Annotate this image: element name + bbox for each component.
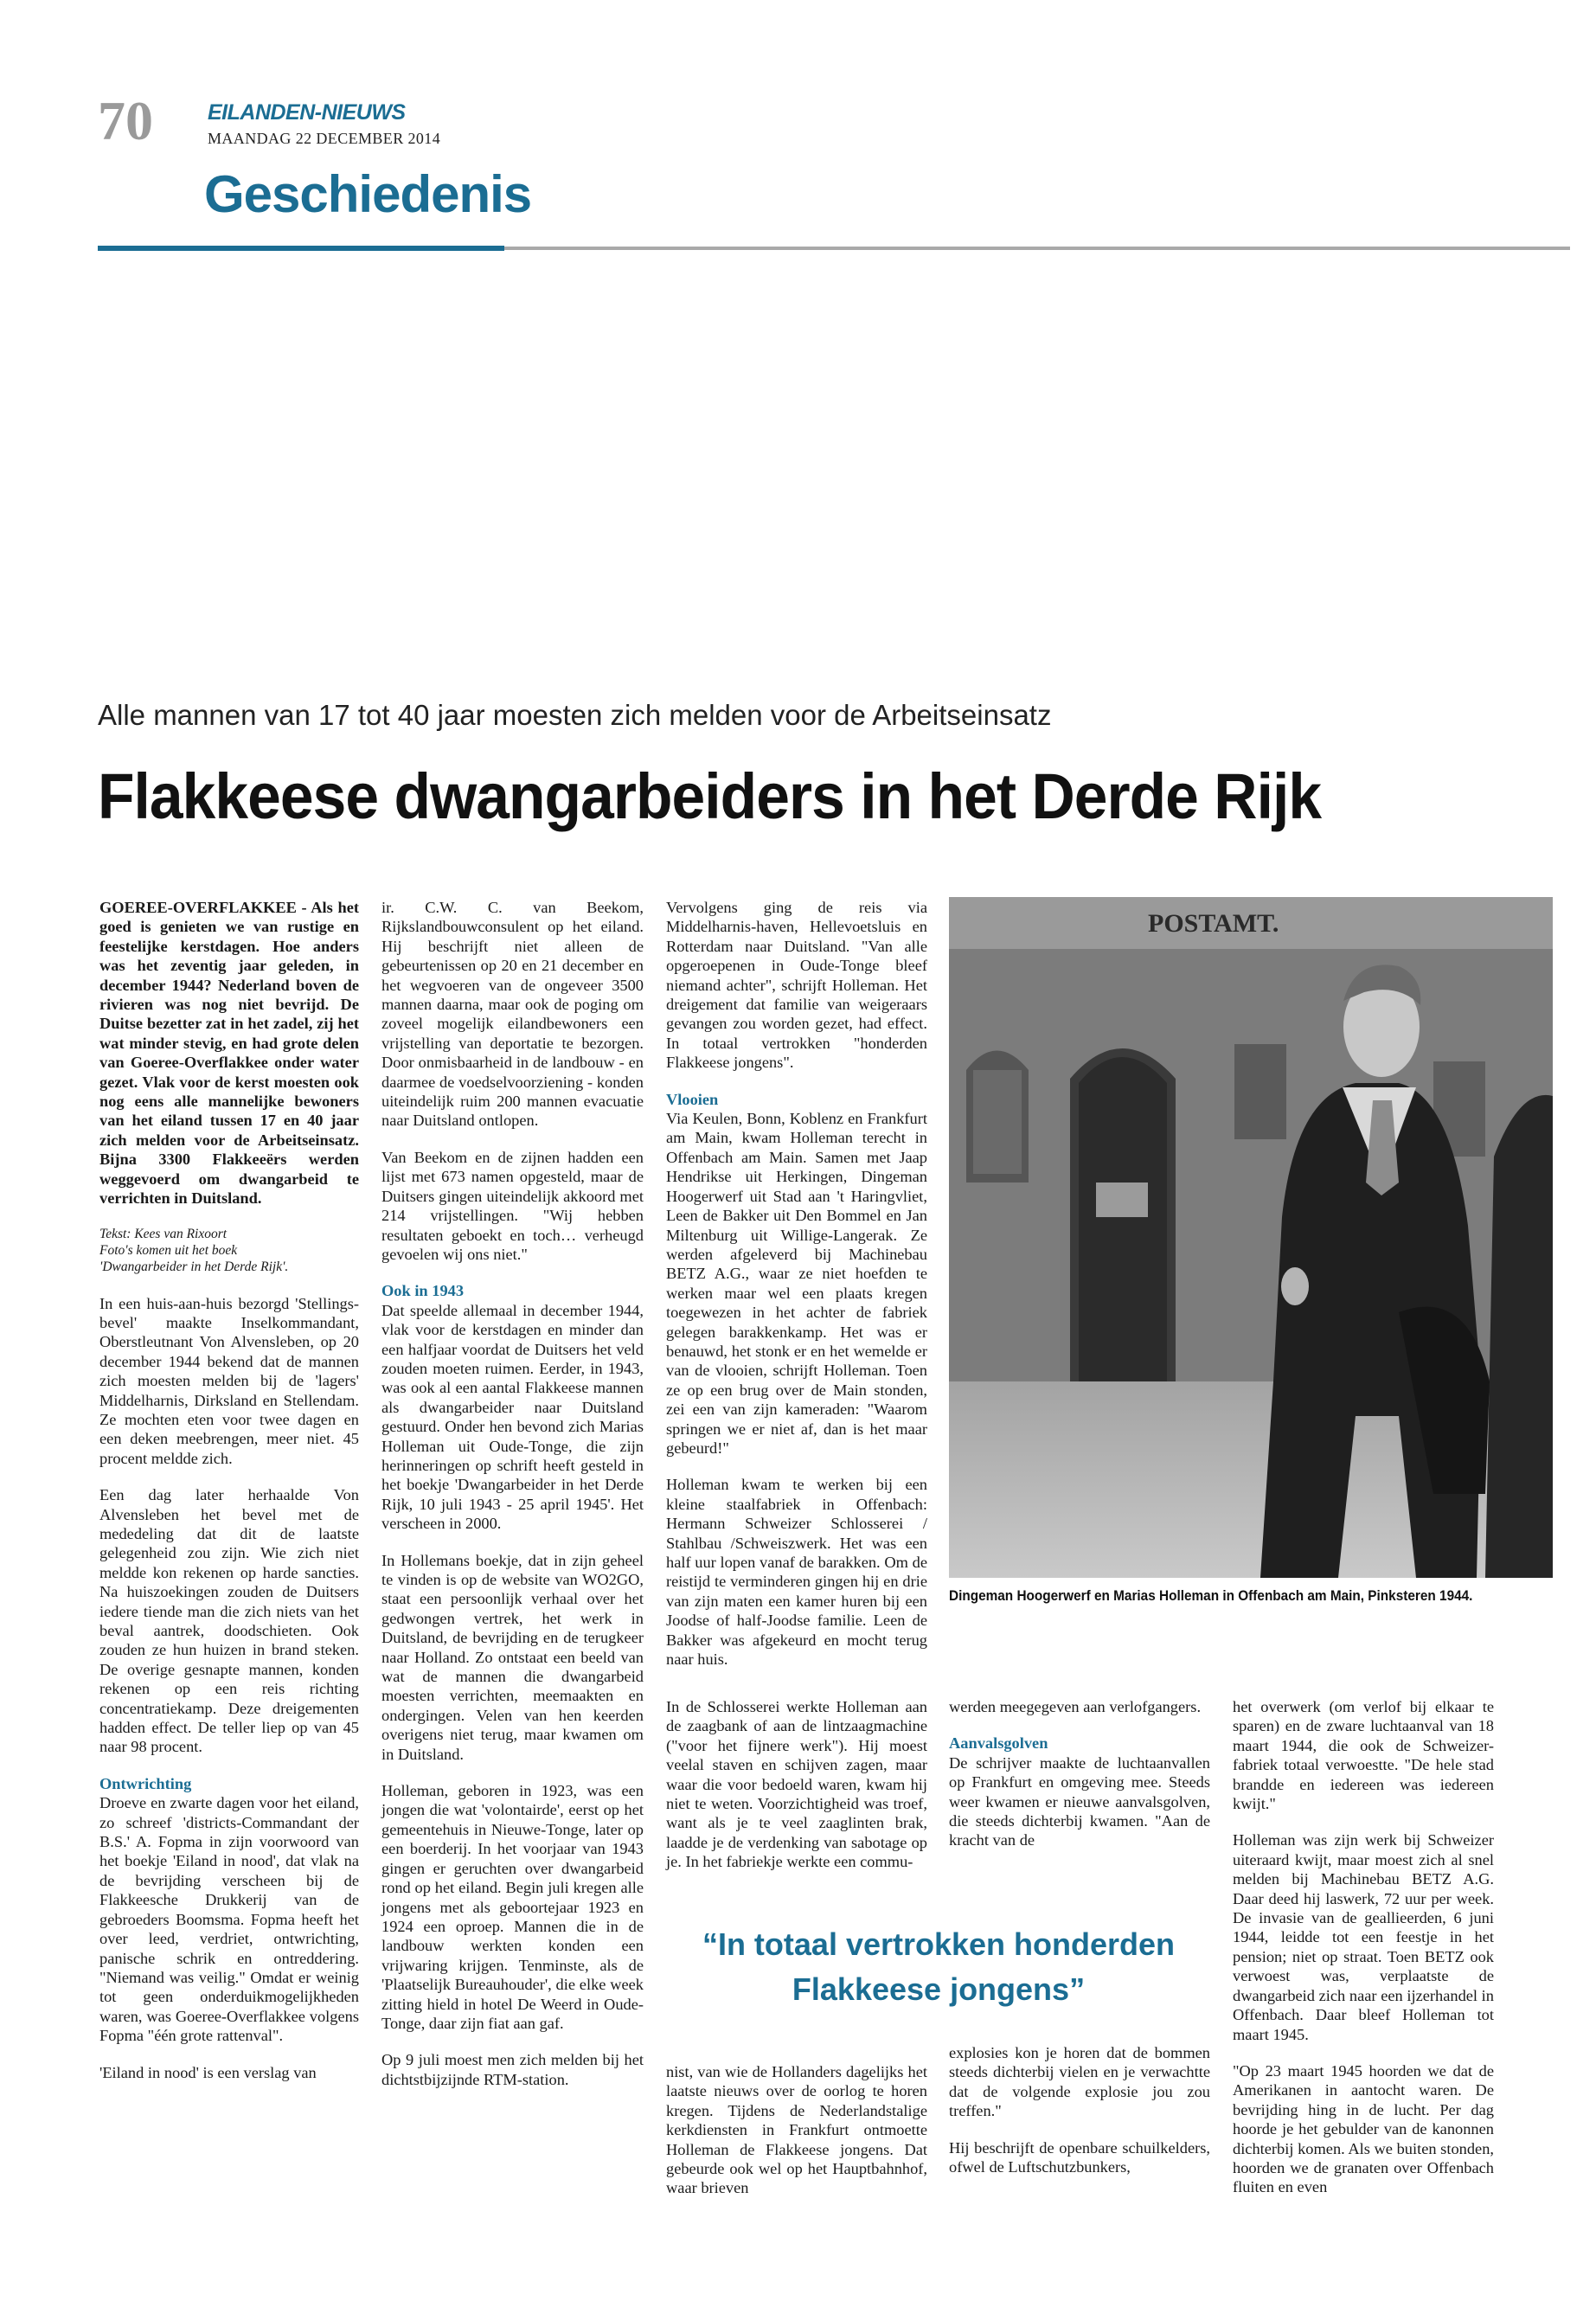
article-headline: Flakkeese dwangarbeiders in het Derde Rijk [98, 760, 1322, 832]
paragraph: Een dag later herhaalde Von Alvensleben het bevel met de mededeling dat dit de laatste gelegenheid zou zijn. Wie zich niet meldde kon rekenen op harde sancties. Na huiszoekingen zouden de Duitsers iedere tiende man die zich niets van het beval aantrek, doodschieten. Ook zouden ze hun huizen in brand steken. De overige gesnapte mannen, konden rekenen op een reis richting concentratiekamp. Deze dreigementen hadden effect. De teller liep op van 45 naar 98 procent. [99, 1486, 359, 1756]
page-number: 70 [98, 90, 153, 151]
issue-date: MAANDAG 22 DECEMBER 2014 [208, 130, 441, 147]
paragraph: Holleman kwam te werken bij een kleine staalfabriek in Offenbach: Hermann Schweizer Schlosserei / Stahlbau /Schweiszwerk. Het was een half uur lopen vanaf de barakken. Om de reistijd te verminderen gingen hij en drie van zijn maten een kamer huren bij een Joodse of half-Joodse familie. Leen de Bakker was afgekeurd en mocht terug naar huis. [666, 1476, 927, 1669]
credit-photos: Foto's komen uit het boek [99, 1242, 238, 1258]
paragraph: 'Eiland in nood' is een verslag van [99, 2063, 317, 2081]
paragraph: Dat speelde allemaal in december 1944, vlak voor de kerstdagen en minder dan een halfjaar voordat de Duitsers het veld zouden moeten ruimen. Eerder, in 1943, was ook al een aantal Flakkeese mannen als dwangarbeider naar Duitsland gestuurd. Onder hen bevond zich Marias Holleman uit Oude-Tonge, die zijn herinneringen op schrift heeft gesteld in het boekje 'Dwangarbeider in het Derde Rijk, 10 juli 1943 - 25 april 1945'. Het verscheen in 2000. [381, 1301, 644, 1533]
subheading-vlooien: Vlooien [666, 1090, 719, 1108]
paragraph: ir. C.W. C. van Beekom, Rijkslandbouwconsulent op het eiland. Hij beschrijft niet alleen de gebeurtenissen op 20 en 21 december en het wegvoeren van de ongeveer 3500 mannen daarna, maar ook de poging om zoveel mogelijk eilandbewoners een vrijstelling van deportatie te bezorgen. Door onmisbaarheid in de landbouw - en daarmee de voedselvoorziening - konden uiteindelijk ruim 200 mannen evacuatie naar Duitsland ontlopen. [381, 899, 644, 1130]
article-intro: GOEREE-OVERFLAKKEE - Als het goed is genieten we van rustige en feestelijke kerstdagen. Hoe anders was het zeventig jaar geleden, in december 1944? Nederland boven de rivieren was nog niet bevrijd. De Duitse bezetter zat in het zadel, zij het wat minder stevig, en had grote delen van Goeree-Overflakkee onder water gezet. Vlak voor de kerst moesten ook nog eens alle mannelijke bewoners van het eiland tussen 17 en 40 jaar zich melden voor de Arbeitseinsatz. Bijna 3300 Flakkeeërs werden weggevoerd om dwangarbeid te verrichten in Duitsland. [99, 899, 359, 1208]
article-kicker: Alle mannen van 17 tot 40 jaar moesten zich melden voor de Arbeitseinsatz [98, 699, 1052, 731]
article-column-2 [381, 898, 644, 2106]
paragraph: het overwerk (om verlof bij elkaar te sparen) en de zware luchtaanval van 18 maart 1944, die ook de Schweizer-fabriek totaal verwoestte. "De hele stad brandde en iedereen was iedereen kwijt." [1233, 1698, 1494, 1813]
article-photo [949, 897, 1553, 1578]
article-column-3-bottom [666, 2062, 927, 2215]
section-rule-accent [98, 246, 504, 251]
paragraph: Via Keulen, Bonn, Koblenz en Frankfurt am Main, kwam Holleman terecht in Offenbach am Main. Samen met Jaap Hendrikse uit Herkingen, Dingeman Hoogerwerf uit Stad aan 't Haringvliet, Leen de Bakker uit Den Bommel en Jan Miltenburg uit Willige-Langerak. Ze werden afgeleverd bij Machinebau BETZ A.G., waar ze niet hoefden te werken maar wel een plaats kregen toegewezen in het achter de fabriek gelegen barakkenkamp. Het was er benauwd, het stonk er en het wemelde er van de vlooien, schrijft Holleman. Toen ze op een brug over de Main stonden, zei een van zijn kameraden: "Waarom springen we er niet af, dan is het maar gebeurd!" [666, 1110, 927, 1457]
credit-book: 'Dwangarbeider in het Derde Rijk'. [99, 1259, 289, 1274]
paragraph: Op 9 juli moest men zich melden bij het dichtstbijzijnde RTM-station. [381, 2051, 644, 2088]
pull-quote: “In totaal vertrokken honderden Flakkeese jongens” [702, 1926, 1176, 2007]
paragraph: In de Schlosserei werkte Holleman aan de zaagbank of aan de lintzaagmachine ("voor het fijnere werk"). Hij moest veelal staven en schijven zagen, maar waar die voor bedoeld waren, kwam hij niet te weten. Voorzichtigheid was troef, want als je te veel zaaglinten brak, laadde je de verdenking van sabotage op je. In het fabriekje werkte een commu- [666, 1698, 927, 1871]
photo-sign-text: POSTAMT. [1148, 909, 1279, 938]
article-column-4-bottom [949, 2043, 1210, 2194]
paragraph: "Op 23 maart 1945 hoorden we dat de Amerikanen in aantocht waren. De bevrijding hing in de lucht. Per dag hoorde je het gebulder van de kanonnen dichterbij komen. Als we buiten stonden, hoorden we de granaten over Offenbach fluiten en even [1233, 2061, 1494, 2196]
article-column-4 [949, 1697, 1210, 1868]
section-title: Geschiedenis [204, 165, 532, 223]
subheading-ook-in-1943: Ook in 1943 [381, 1282, 465, 1300]
subheading-aanvalsgolven: Aanvalsgolven [949, 1734, 1048, 1753]
credit-author: Tekst: Kees van Rixoort [99, 1226, 228, 1241]
article-column-5 [1233, 1697, 1494, 2214]
paragraph: Vervolgens ging de reis via Middelharnis-haven, Hellevoetsluis en Rotterdam naar Duitsland. "Van alle opgeroepenen in Oude-Tonge bleef niemand achter", schrijft Holleman. Het dreigement dat familie van weigeraars gevangen zou worden gezet, had effect. In totaal vertrokken "honderden Flakkeese jongens". [666, 899, 927, 1072]
paragraph: Droeve en zwarte dagen voor het eiland, zo schreef 'districts-Commandant der B.S.' A. Fopma in zijn voorwoord van het boekje 'Eiland in nood', dat vlak na de bevrijding verscheen bij de Flakkeesche Drukkerij van de gebroeders Boomsma. Fopma heeft het over leed, verdriet, ontwrichting, panische schrik en ontreddering. "Niemand was veilig." Omdat er weinig tot geen onderduikmogelijkheden waren, was Goeree-Overflakkee volgens Fopma "één grote rattenval". [99, 1794, 359, 2045]
paragraph: Hij beschrijft de openbare schuilkelders, ofwel de Luftschutzbunkers, [949, 2138, 1210, 2176]
paragraph: De schrijver maakte de luchtaanvallen op Frankfurt en omgeving mee. Steeds weer kwamen er nieuwe aanvalsgolven, die steeds dichterbij kwamen. "Aan de kracht van de [949, 1753, 1210, 1849]
article-column-3 [666, 898, 927, 1686]
subheading-ontwrichting: Ontwrichting [99, 1774, 192, 1792]
paragraph: Van Beekom en de zijnen hadden een lijst met 673 namen opgesteld, maar de Duitsers gingen uiteindelijk akkoord met 214 vrijstellingen. "Wij hebben resultaten geboekt en toch… verheugd gevoelen wij ons niet." [381, 1148, 644, 1263]
paragraph: explosies kon je horen dat de bommen steeds dichterbij vielen en je verwachtte dat de volgende explosie jou zou treffen." [949, 2044, 1210, 2120]
photo-illustration [949, 897, 1553, 1578]
photo-caption: Dingeman Hoogerwerf en Marias Holleman in Offenbach am Main, Pinksteren 1944. [949, 1588, 1473, 1604]
paragraph: Holleman, geboren in 1923, was een jongen die wat 'volontairde', eerst op het gemeentehuis in Nieuwe-Tonge, later op een boerderij. In het voorjaar van 1943 gingen er geruchten over dwangarbeid rond op het eiland. Begin juli kregen alle jongens met als geboortejaar 1923 en 1924 een oproep. Mannen die in de landbouw werkten konden een vrijwaring krijgen. Tenminste, als de 'Plaatselijk Bureauhouder', die elke week zitting hield in hotel De Weerd in Oude-Tonge, daar zijn fiat aan gaf. [381, 1782, 644, 2032]
section-rule [504, 247, 1570, 250]
paragraph: In Hollemans boekje, dat in zijn geheel te vinden is op de website van WO2GO, staat een persoonlijk verhaal over het gedwongen vertrek, het werk in Duitsland, de bevrijding en de terugkeer naar Holland. Zo ontstaat een beeld van wat de mannen die dwangarbeid moesten verrichten, meemaakten en ondergingen. Velen van hen keerden overigens niet terug, maar kwamen om in Duitsland. [381, 1551, 644, 1763]
article-column-1 [99, 898, 359, 2099]
paragraph: In een huis-aan-huis bezorgd 'Stellings-bevel' maakte Inselkommandant, Oberstleutnant Von Alvensleben, op 20 december 1944 bekend dat de mannen zich moesten melden bij de 'lagers' Middelharnis, Dirksland en Stellendam. Ze mochten eten voor twee dagen en een deken meebrengen, meer niet. 45 procent meldde zich. [99, 1294, 359, 1467]
article-column-3-lower [666, 1697, 927, 1889]
paragraph: Holleman was zijn werk bij Schweizer uiteraard kwijt, maar moest zich al snel melden bij Machinebau BETZ A.G. Daar deed hij laswerk, 72 uur per week. De invasie van de geallieerden, 6 juni 1944, leidde tot een feestje in het pension; niet op straat. Toen BETZ ook verwoest was, verplaatste de dwangarbeid zich naar een ijzerhandel in Offenbach. Daar bleef Holleman tot maart 1945. [1233, 1831, 1494, 2043]
masthead-logo: EILANDEN-NIEUWS [208, 100, 406, 125]
paragraph: werden meegegeven aan verlofgangers. [949, 1698, 1202, 1715]
paragraph: nist, van wie de Hollanders dagelijks het laatste nieuws over de oorlog te horen kregen. Tijdens de Nederlandstalige kerkdiensten in Frankfurt ontmoette Holleman de Flakkeese jongens. Dat gebeurde ook wel op het Hauptbahnhof, waar brieven [666, 2063, 927, 2197]
